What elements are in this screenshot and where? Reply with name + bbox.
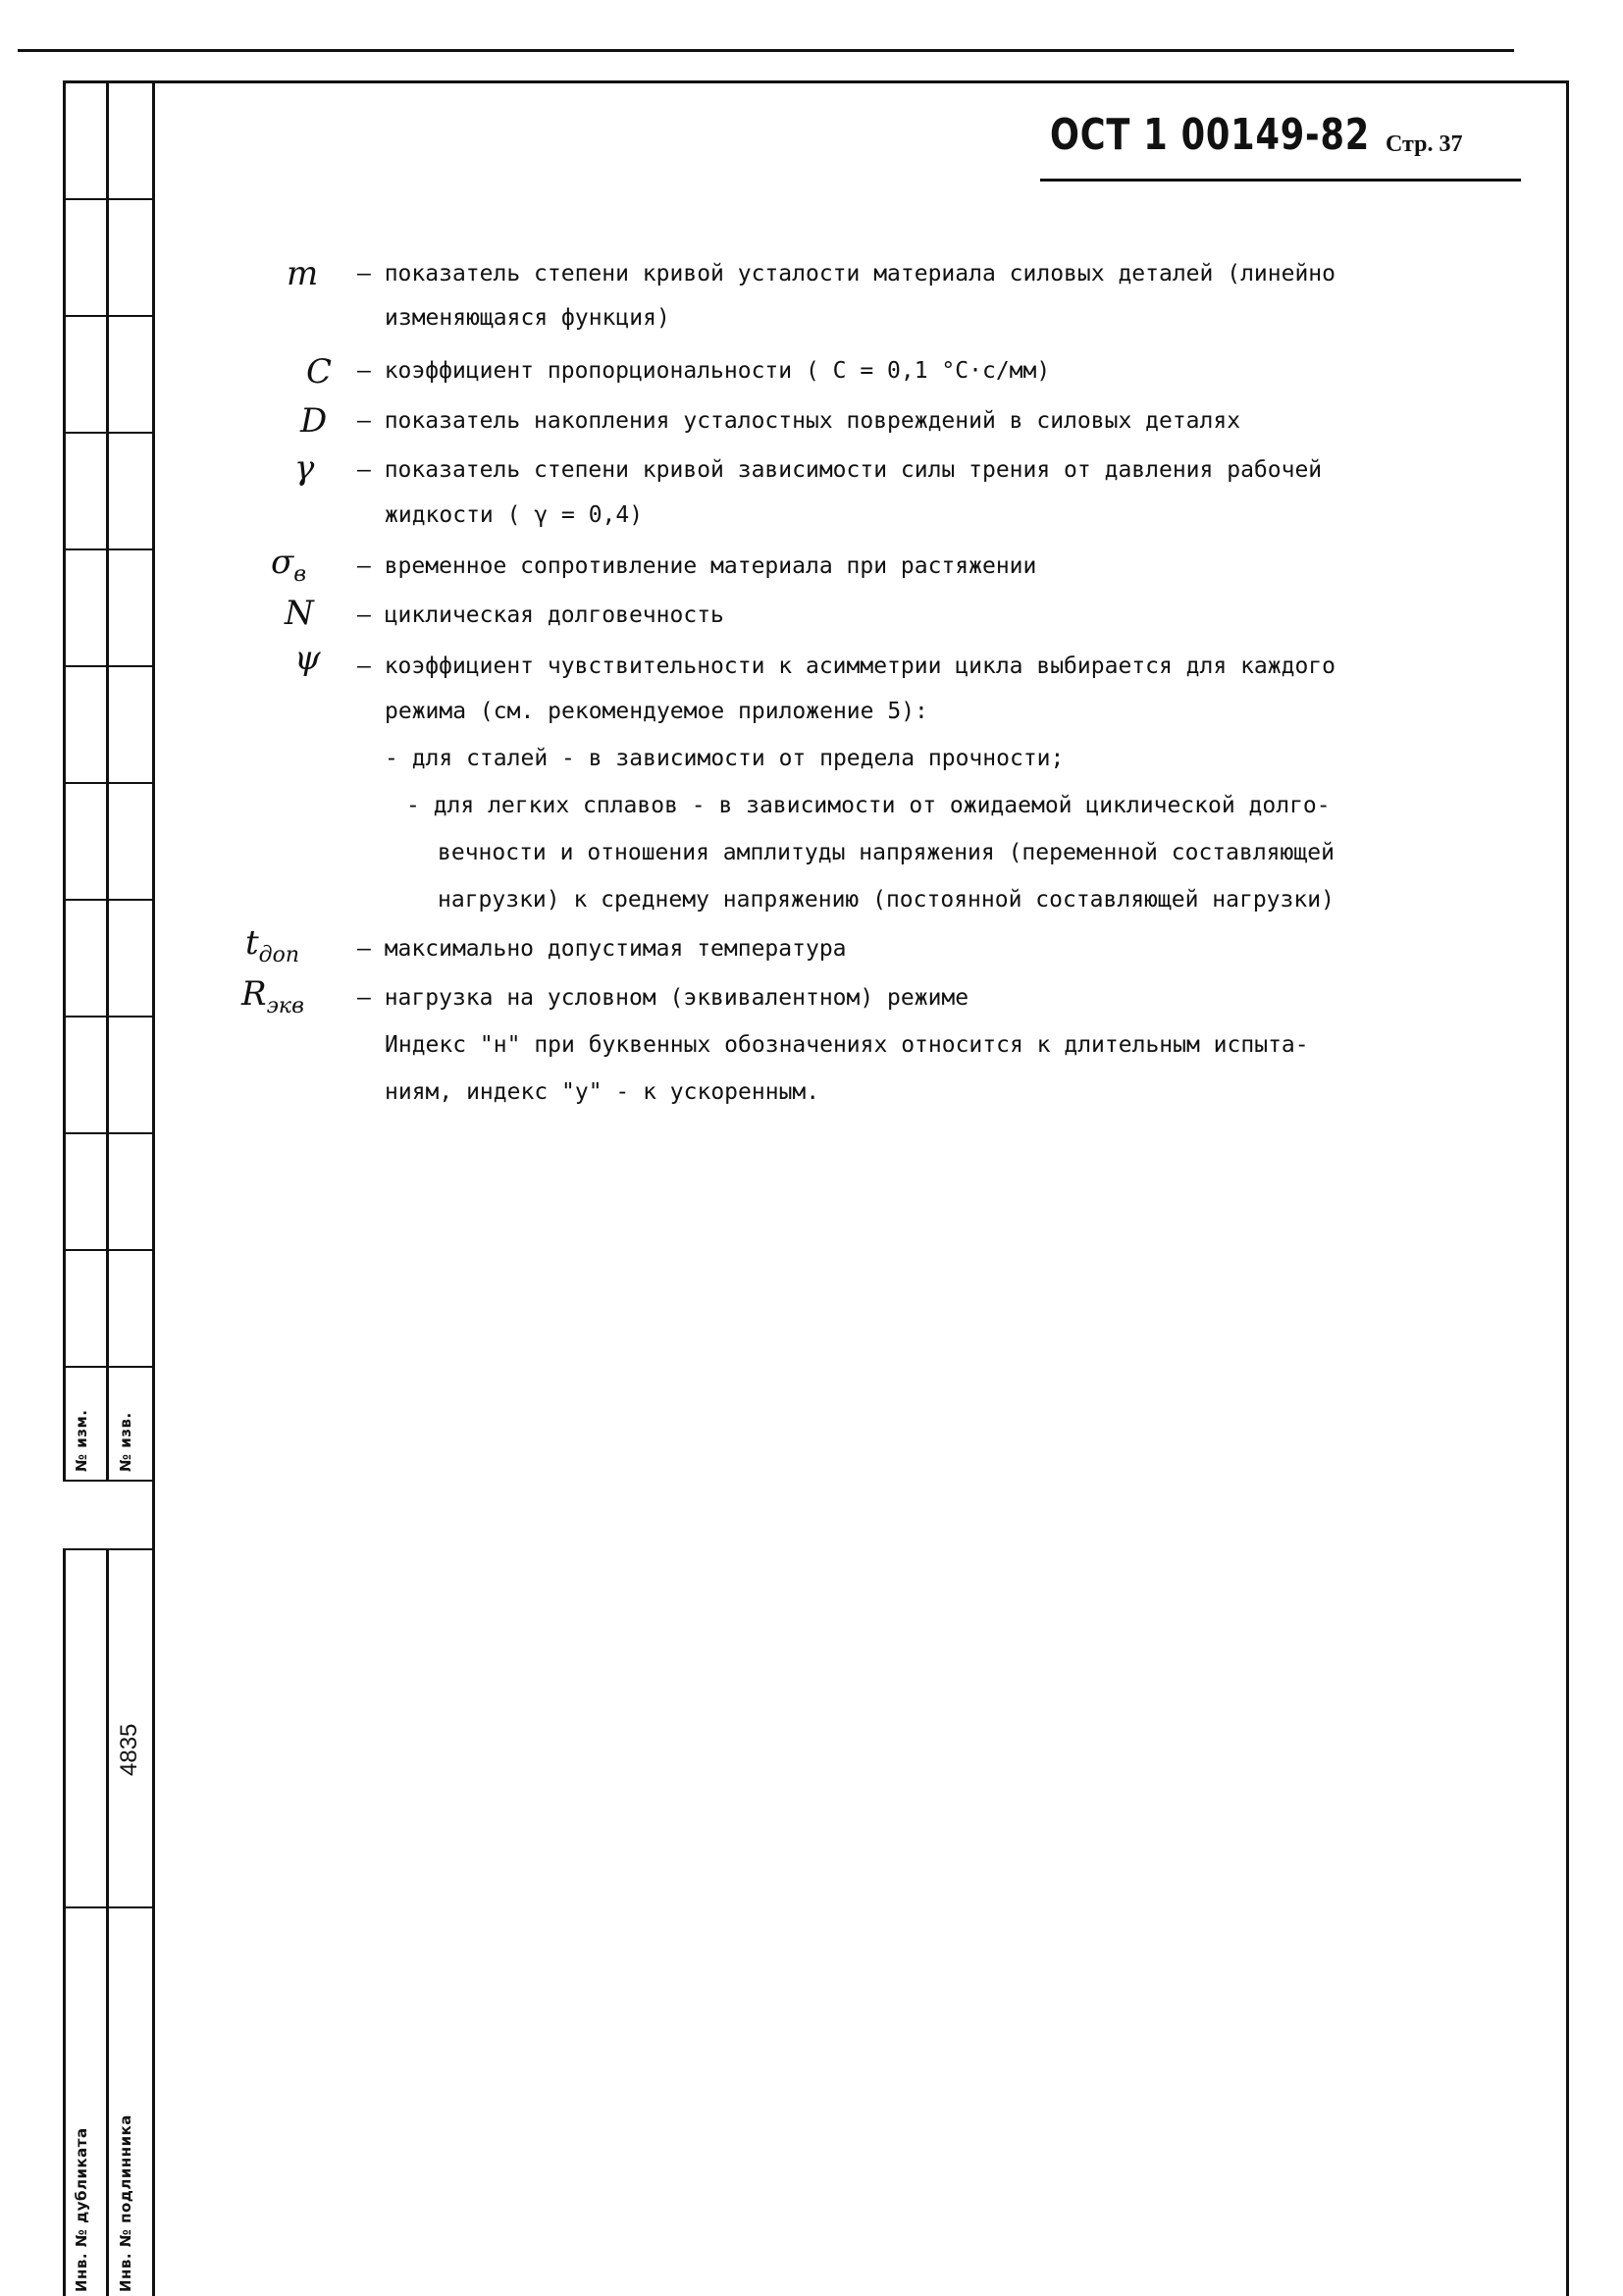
original-inv-number: 4835 xyxy=(116,1723,142,1776)
psi-subitem: - для легких сплавов - в зависимости от ожидаемой циклической долго- xyxy=(406,793,1331,818)
frame-top-line xyxy=(18,49,1514,52)
psi-subitem-continuation: вечности и отношения амплитуды напряжения (переменной составляющей xyxy=(438,840,1335,865)
frame-border-top xyxy=(63,80,1568,83)
frame-border-right xyxy=(1566,80,1569,2296)
margin-grid-line xyxy=(63,665,155,667)
margin-column-divider xyxy=(106,80,109,1480)
margin-column-divider xyxy=(152,80,155,2296)
symbol-c: C xyxy=(306,352,333,391)
frame-border-left xyxy=(63,80,66,1480)
psi-subitem: - для сталей - в зависимости от предела прочности; xyxy=(385,746,1065,771)
index-note-line: ниям, индекс "у" - к ускоренным. xyxy=(385,1079,820,1105)
margin-grid-line xyxy=(63,782,155,784)
frame-border-left-lower xyxy=(63,1548,66,2296)
definition-line: режима (см. рекомендуемое приложение 5): xyxy=(385,699,928,724)
symbol-t-dop: $t_{доп}$ xyxy=(245,923,300,967)
definition-line: – коэффициент чувствительности к асимметрии цикла выбирается для каждого xyxy=(357,653,1336,679)
symbol-n: N xyxy=(285,594,314,633)
definition-line: – показатель накопления усталостных повреждений в силовых деталях xyxy=(357,408,1241,434)
document-header xyxy=(1040,110,1521,182)
margin-grid-line xyxy=(63,1548,155,1550)
margin-grid-line xyxy=(63,198,155,200)
margin-grid-line xyxy=(63,1480,155,1482)
symbol-sigma: $\sigma_в$ xyxy=(271,543,307,587)
document-code: ОСТ 1 00149-82 xyxy=(1050,110,1371,160)
definition-line: жидкости ( γ = 0,4) xyxy=(385,502,644,528)
symbol-d: D xyxy=(300,401,328,441)
definition-line: – максимально допустимая температура xyxy=(357,936,847,962)
definition-line: изменяющаяся функция) xyxy=(385,305,670,331)
definition-line: – показатель степени кривой зависимости силы трения от давления рабочей xyxy=(357,457,1323,483)
margin-grid-line xyxy=(63,548,155,550)
original-inv-label: Инв. № подлинника xyxy=(117,2114,134,2292)
margin-grid-line xyxy=(63,432,155,434)
margin-column-divider-lower xyxy=(106,1548,109,2296)
margin-grid-line xyxy=(63,1906,155,1908)
margin-grid-line xyxy=(63,315,155,317)
definition-line: – временное сопротивление материала при растяжении xyxy=(357,553,1037,579)
definition-line: – циклическая долговечность xyxy=(357,602,724,628)
definition-line: – нагрузка на условном (эквивалентном) режиме xyxy=(357,985,969,1011)
index-note-line: Индекс "н" при буквенных обозначениях относится к длительным испыта- xyxy=(385,1032,1309,1058)
margin-grid-line xyxy=(63,1016,155,1018)
definition-line: – коэффициент пропорциональности ( C = 0,1 °С·с/мм) xyxy=(357,358,1051,384)
margin-grid-line xyxy=(63,899,155,901)
definition-line: – показатель степени кривой усталости материала силовых деталей (линейно xyxy=(357,261,1336,287)
notice-number-label: № изв. xyxy=(117,1412,134,1472)
psi-subitem-continuation: нагрузки) к среднему напряжению (постоянной составляющей нагрузки) xyxy=(438,887,1335,913)
symbol-r-ekv: $R_{экв}$ xyxy=(241,974,304,1018)
margin-grid-line xyxy=(63,1249,155,1251)
page-number: Стр. 37 xyxy=(1386,131,1463,157)
margin-grid-line xyxy=(63,1366,155,1368)
symbol-m: m xyxy=(287,254,319,293)
margin-grid-line xyxy=(63,1132,155,1134)
symbol-gamma: γ xyxy=(294,448,315,488)
duplicate-inv-label: Инв. № дубликата xyxy=(73,2127,90,2292)
change-number-label: № изм. xyxy=(73,1409,90,1472)
symbol-psi: ψ xyxy=(294,639,321,678)
